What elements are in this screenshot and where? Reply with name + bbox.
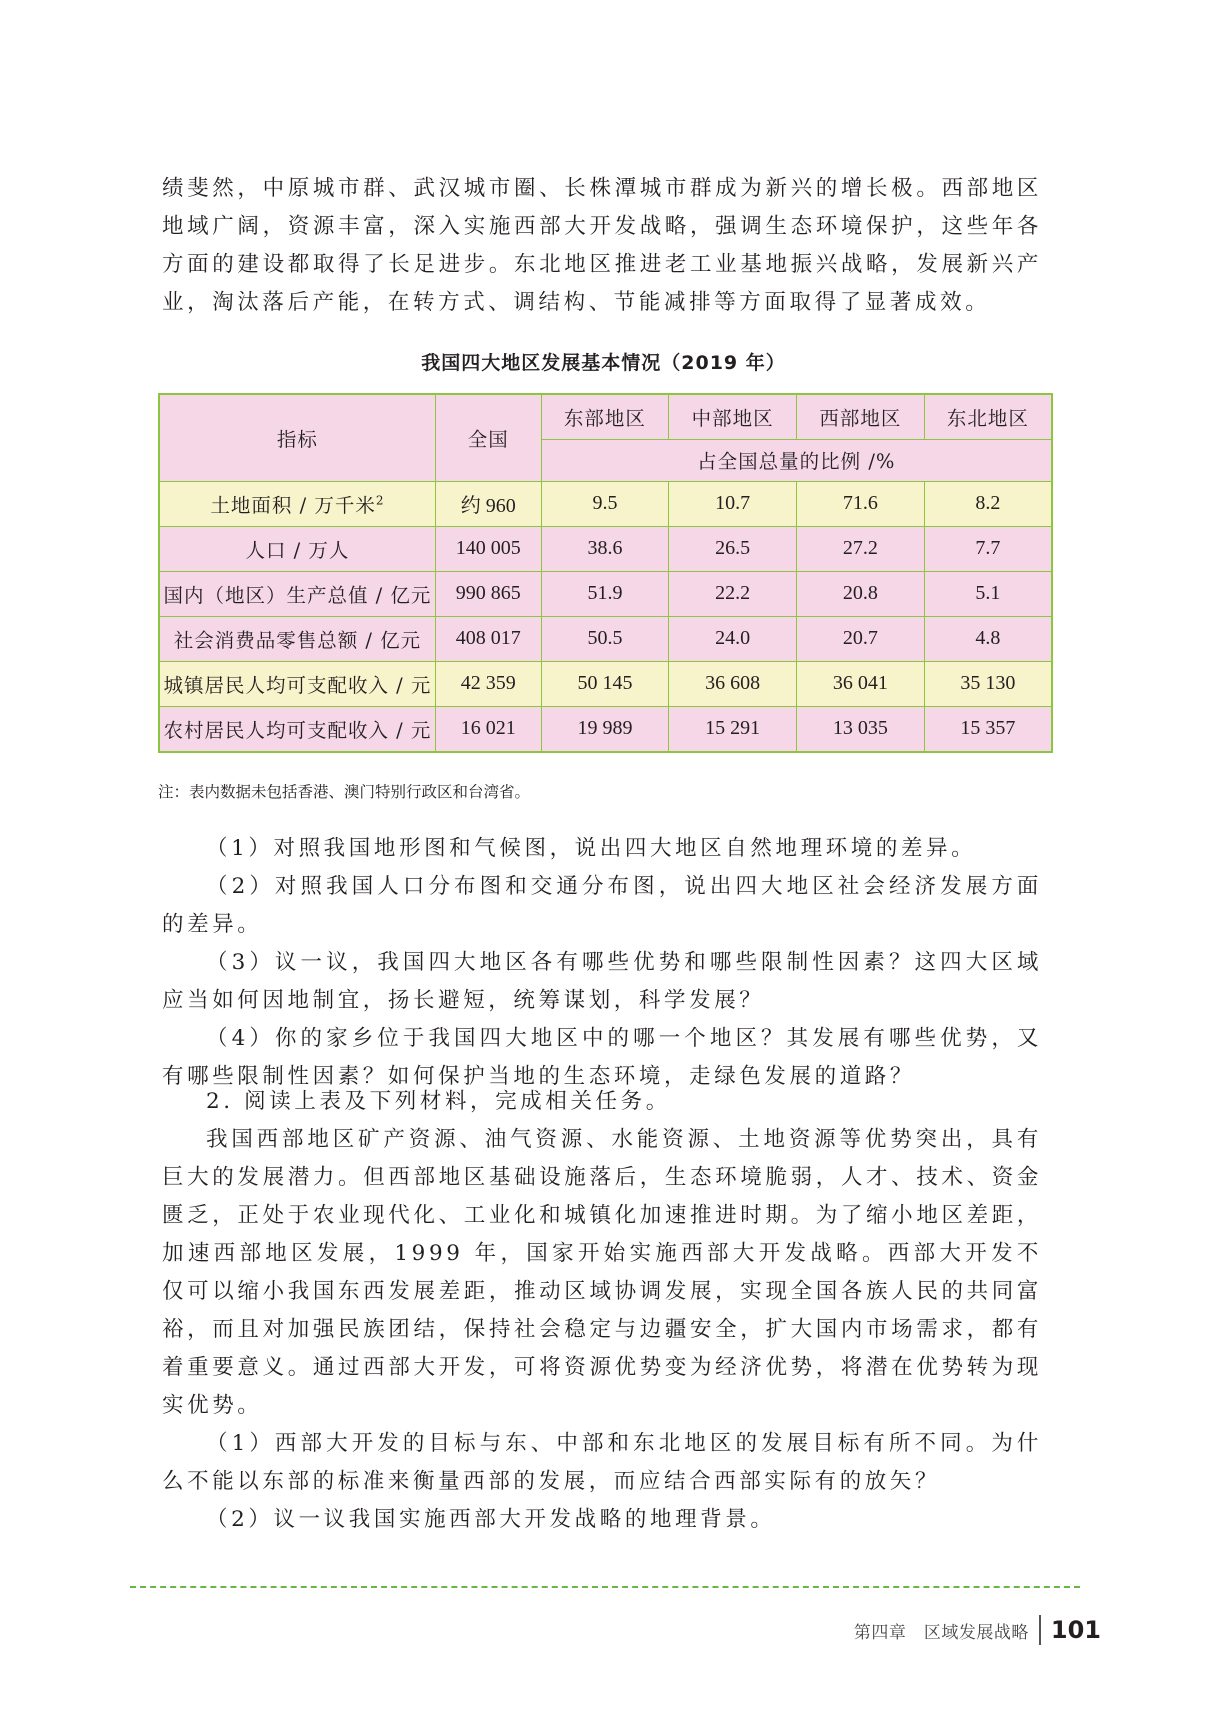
region-value: 8.2 (924, 481, 1052, 526)
national-value: 16 021 (435, 706, 541, 752)
region-value: 38.6 (541, 526, 669, 571)
table-row (159, 526, 1052, 571)
row-label-text: 人口 / 万人 (245, 538, 350, 562)
question-item: （1）对照我国地形图和气候图，说出四大地区自然地理环境的差异。 (206, 836, 977, 861)
row-label-text: 土地面积 / 万千米 (210, 493, 376, 517)
header-region-west: 西部地区 (797, 394, 925, 439)
page-number: 101 (1050, 1616, 1101, 1644)
task2-question: （1）西部大开发的目标与东、中部和东北地区的发展目标有所不同。为什么不能以东部的标准来衡量西部的发展，而应结合西部实际有的放矢？ (162, 1431, 1042, 1494)
region-value: 10.7 (669, 481, 797, 526)
question-item: （4）你的家乡位于我国四大地区中的哪一个地区？其发展有哪些优势，又有哪些限制性因素？如何保护当地的生态环境，走绿色发展的道路？ (162, 1026, 1042, 1089)
region-value: 36 608 (669, 661, 797, 706)
footer-separator (1039, 1615, 1041, 1645)
region-value: 26.5 (669, 526, 797, 571)
header-national: 全国 (435, 394, 541, 481)
regional-stats-table (158, 393, 1053, 753)
row-label (159, 571, 435, 616)
question-item: （2）对照我国人口分布图和交通分布图，说出四大地区社会经济发展方面的差异。 (162, 874, 1042, 937)
row-label-text: 农村居民人均可支配收入 / 元 (163, 718, 432, 742)
region-value: 19 989 (541, 706, 669, 752)
region-value: 15 291 (669, 706, 797, 752)
region-value: 4.8 (924, 616, 1052, 661)
region-value: 50.5 (541, 616, 669, 661)
region-value: 27.2 (797, 526, 925, 571)
table-note: 注：表内数据未包括香港、澳门特别行政区和台湾省。 (158, 783, 531, 801)
table-row (159, 661, 1052, 706)
row-label-text: 城镇居民人均可支配收入 / 元 (163, 673, 432, 697)
question-item: （3）议一议，我国四大地区各有哪些优势和哪些限制性因素？这四大区域应当如何因地制宜，扬长避短，统筹谋划，科学发展？ (162, 950, 1042, 1013)
table-title: 我国四大地区发展基本情况（2019 年） (421, 352, 786, 374)
national-value: 42 359 (435, 661, 541, 706)
row-label-text: 社会消费品零售总额 / 亿元 (173, 628, 422, 652)
row-label (159, 526, 435, 571)
table-row (159, 481, 1052, 526)
national-value: 140 005 (435, 526, 541, 571)
region-value: 50 145 (541, 661, 669, 706)
row-label (159, 481, 435, 526)
header-region-east: 东部地区 (541, 394, 669, 439)
national-value: 408 017 (435, 616, 541, 661)
region-value: 22.2 (669, 571, 797, 616)
header-share-label: 占全国总量的比例 /% (541, 439, 1052, 481)
region-value: 71.6 (797, 481, 925, 526)
task2-block (162, 1083, 1042, 1539)
task2-heading: 2. 阅读上表及下列材料，完成相关任务。 (206, 1089, 671, 1114)
region-value: 20.7 (797, 616, 925, 661)
region-value: 20.8 (797, 571, 925, 616)
national-value: 约 960 (435, 481, 541, 526)
header-region-northeast: 东北地区 (924, 394, 1052, 439)
header-indicator: 指标 (159, 394, 435, 481)
dashed-divider (130, 1586, 1080, 1588)
table-row (159, 706, 1052, 752)
table-row (159, 571, 1052, 616)
row-label (159, 661, 435, 706)
region-value: 35 130 (924, 661, 1052, 706)
region-value: 9.5 (541, 481, 669, 526)
row-label-text: 国内（地区）生产总值 / 亿元 (163, 583, 432, 607)
task2-question: （2）议一议我国实施西部大开发战略的地理背景。 (206, 1507, 776, 1532)
page-footer (854, 1614, 1101, 1646)
task2-material: 我国西部地区矿产资源、油气资源、水能资源、土地资源等优势突出，具有巨大的发展潜力。但西部地区基础设施落后，生态环境脆弱，人才、技术、资金匮乏，正处于农业现代化、工业化和城镇化加速推进时期。为了缩小地区差距，加速西部地区发展，1999 年，国家开始实施西部大开发战略。西部大开发不仅可以缩小我国东西发展差距，推动区域协调发展，实现全国各族人民的共同富裕，而且对加强民族团结，保持社会稳定与边疆安全，扩大国内市场需求，都有着重要意义。通过西部大开发，可将资源优势变为经济优势，将潜在优势转为现实优势。 (162, 1127, 1042, 1418)
region-value: 5.1 (924, 571, 1052, 616)
region-value: 36 041 (797, 661, 925, 706)
region-value: 15 357 (924, 706, 1052, 752)
region-value: 51.9 (541, 571, 669, 616)
questions-block (162, 830, 1042, 1096)
table-body (159, 481, 1052, 752)
footer-chapter: 第四章 区域发展战略 (853, 1622, 1029, 1643)
row-label (159, 706, 435, 752)
row-label (159, 616, 435, 661)
region-value: 13 035 (797, 706, 925, 752)
table-row (159, 616, 1052, 661)
intro-paragraph: 绩斐然，中原城市群、武汉城市圈、长株潭城市群成为新兴的增长极。西部地区地域广阔，资源丰富，深入实施西部大开发战略，强调生态环境保护，这些年各方面的建设都取得了长足进步。东北地区推进老工业基地振兴战略，发展新兴产业，淘汰落后产能，在转方式、调结构、节能减排等方面取得了显著成效。 (162, 176, 1042, 315)
row-label-superscript: 2 (375, 493, 385, 507)
header-region-central: 中部地区 (669, 394, 797, 439)
national-value: 990 865 (435, 571, 541, 616)
region-value: 7.7 (924, 526, 1052, 571)
region-value: 24.0 (669, 616, 797, 661)
